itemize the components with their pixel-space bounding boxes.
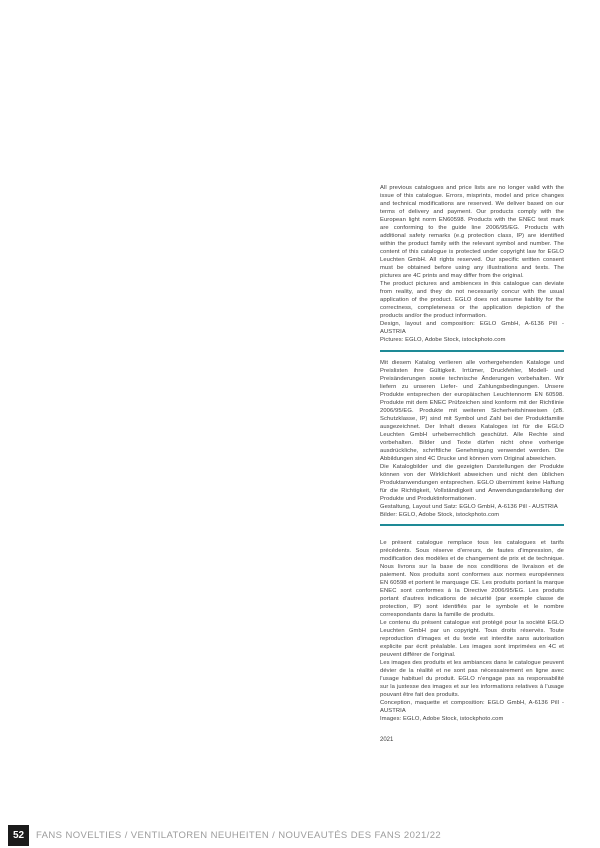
legal-paragraph-fr-1: Le présent catalogue remplace tous les catalogues et tarifs précédents. Sous réserve d'erreurs, de fautes d'impression, de modification des modèles et de changement de prix et de technique. Nous livrons sur la base de nos conditions de livraison et de paiement. Nos produits sont conformes aux normes européennes EN 60598 et portent le marquage CE. Les produits portant la marque ENEC sont conformes à la Directive 2006/95/EG. Les produits portant d'autres indications de sécurité (par exemple classe de protection, IP) sont identifiés par le symbole et le nombre correspondants dans la famille de produits. bbox=[380, 540, 564, 618]
legal-paragraph-fr-2: Le contenu du présent catalogue est protégé pour la société EGLO Leuchten GmbH par un copyright. Tous droits réservés. Toute reproduction d'images et du texte est interdite sans autorisation explicite par écrit préalable. Les images sont imprimées en 4C et peuvent différer de l'original. bbox=[380, 620, 564, 658]
legal-paragraph-en-2: The product pictures and ambiences in this catalogue can deviate from reality, and they do not necessarily concur with the usual application of the product. EGLO does not assume liability for the correctness, completeness or the application depiction of the products and/or the product information. bbox=[380, 281, 564, 319]
colophon-line-de-design: Gestaltung, Layout und Satz: EGLO GmbH, A-6136 Pill - AUSTRIA bbox=[380, 504, 558, 510]
page-footer bbox=[8, 825, 441, 846]
colophon-line-en-pictures: Pictures: EGLO, Adobe Stock, istockphoto.com bbox=[380, 337, 506, 343]
colophon-line-en-design: Design, layout and composition: EGLO GmbH, A-6136 Pill - AUSTRIA bbox=[380, 321, 564, 335]
legal-paragraph-de-1: Mit diesem Katalog verlieren alle vorhergehenden Kataloge und Preislisten ihre Gültigkeit. Irrtümer, Druckfehler, Modell- und Preisänderungen sowie technische Änderungen vorbehalten. Wir liefern zu unseren Liefer- und Zahlungsbedingungen. Unsere Produkte entsprechen der europäischen Leuchtennorm EN 60598. Produkte mit dem ENEC Prüfzeichen sind konform mit der Richtlinie 2006/95/EG. Produkte mit weiteren Sicherheitshinweisen (zB. Schutzklasse, IP) sind mit Symbol und Zahl bei der Produktfamilie ausgezeichnet. Der Inhalt dieses Kataloges ist für die EGLO Leuchten GmbH urheberrechtlich geschützt. Alle Rechte sind vorbehalten. Bilder und Texte dürfen nicht ohne vorherige ausdrückliche, schriftliche Genehmigung verwendet werden. Die Abbildungen sind 4C Drucke und können vom Original abweichen. bbox=[380, 360, 564, 462]
colophon-line-fr-design: Conception, maquette et composition: EGLO GmbH, A-6136 Pill - AUSTRIA bbox=[380, 700, 564, 714]
legal-block-german bbox=[380, 359, 564, 519]
colophon-line-fr-pictures: Images: EGLO, Adobe Stock, istockphoto.com bbox=[380, 716, 504, 722]
section-divider bbox=[380, 524, 564, 526]
legal-block-english bbox=[380, 184, 564, 344]
legal-block-french bbox=[380, 539, 564, 723]
colophon-line-de-pictures: Bilder: EGLO, Adobe Stock, istockphoto.com bbox=[380, 512, 500, 518]
page-number-badge: 52 bbox=[8, 825, 29, 846]
legal-paragraph-de-2: Die Katalogbilder und die gezeigten Darstellungen der Produkte können von der Wirklichkeit abweichen und nicht den üblichen Produktanwendungen entsprechen. EGLO übernimmt keine Haftung für die Richtigkeit, Vollständigkeit und Anwendungsdarstellung der Produkte und Produktinformationen. bbox=[380, 464, 564, 502]
legal-paragraph-fr-3: Les images des produits et les ambiances dans le catalogue peuvent dévier de la réalité et ne sont pas nécessairement en ligne avec l'usage habituel du produit. EGLO n'engage pas sa responsabilité sur la justesse des images et sur les informations relatives à l'usage pouvant être fait des produits. bbox=[380, 660, 564, 698]
legal-paragraph-en-1: All previous catalogues and price lists are no longer valid with the issue of this catalogue. Errors, misprints, model and price changes and technical modifications are reserved. We deliver based on our terms of delivery and payment. Our products comply with the European light norm EN60598. Products with the ENEC test mark are conforming to the guide line 2006/95/EG. Products with additional safety remarks (e.g protection class, IP) are identified within the product family with the relevant symbol and number. The content of this catalogue is protected under copyright law for EGLO Leuchten GmbH. All rights reserved. Our specific written consent must be obtained before using any illustrations and texts. The pictures are 4C prints and may differ from the original. bbox=[380, 185, 564, 279]
footer-title: FANS NOVELTIES / VENTILATOREN NEUHEITEN / NOUVEAUTÉS DES FANS 2021/22 bbox=[36, 830, 442, 841]
catalog-year: 2021 bbox=[380, 737, 394, 743]
legal-text-column bbox=[380, 184, 564, 743]
section-divider bbox=[380, 350, 564, 352]
